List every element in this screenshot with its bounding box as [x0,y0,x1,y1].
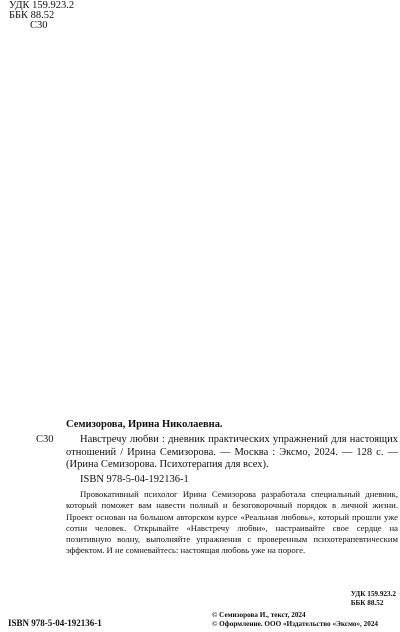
record-isbn: ISBN 978-5-04-192136-1 [80,474,189,485]
record-author: Семизорова, Ирина Николаевна. [66,419,223,430]
record-title: Навстречу любви : дневник практических упражнений для настоящих отношений / Ирина Семизорова. — Москва : Эксмо, 2024. — 128 с. — (Ирина Семизорова. Психотерапия для всех). [66,434,398,470]
copyright-text: © Семизорова И., текст, 2024 [212,611,306,619]
bbk-code-bottom: ББК 88.52 [350,599,384,607]
bbk-code: ББК 88.52 [9,10,55,21]
classification-block-top [9,1,74,31]
record-code: С30 [36,434,54,445]
copyright-block [212,611,378,629]
author-mark: С30 [30,20,48,31]
record-annotation: Провокативный психолог Ирина Семизорова разработала специальный дневник, который поможет вам навести полный и безоговорочный порядок в личной жизни. Проект основан на большом авторском курсе «Реальная любовь», который прошли уже сотни человек. Открывайте «Навстречу любви», настраивайте свое сердце на позитивную волну, выполняйте упражнения с проверенным психотерапевтическим эффектом. И не сомневайтесь: настоящая любовь уже на пороге. [66,489,398,556]
footer-isbn: ISBN 978-5-04-192136-1 [8,618,102,628]
copyright-design: © Оформление. ООО «Издательство «Эксмо», 2024 [212,620,379,628]
classification-block-bottom [351,590,396,608]
udk-code: УДК 159.923.2 [9,0,75,11]
udk-code-bottom: УДК 159.923.2 [350,590,396,598]
